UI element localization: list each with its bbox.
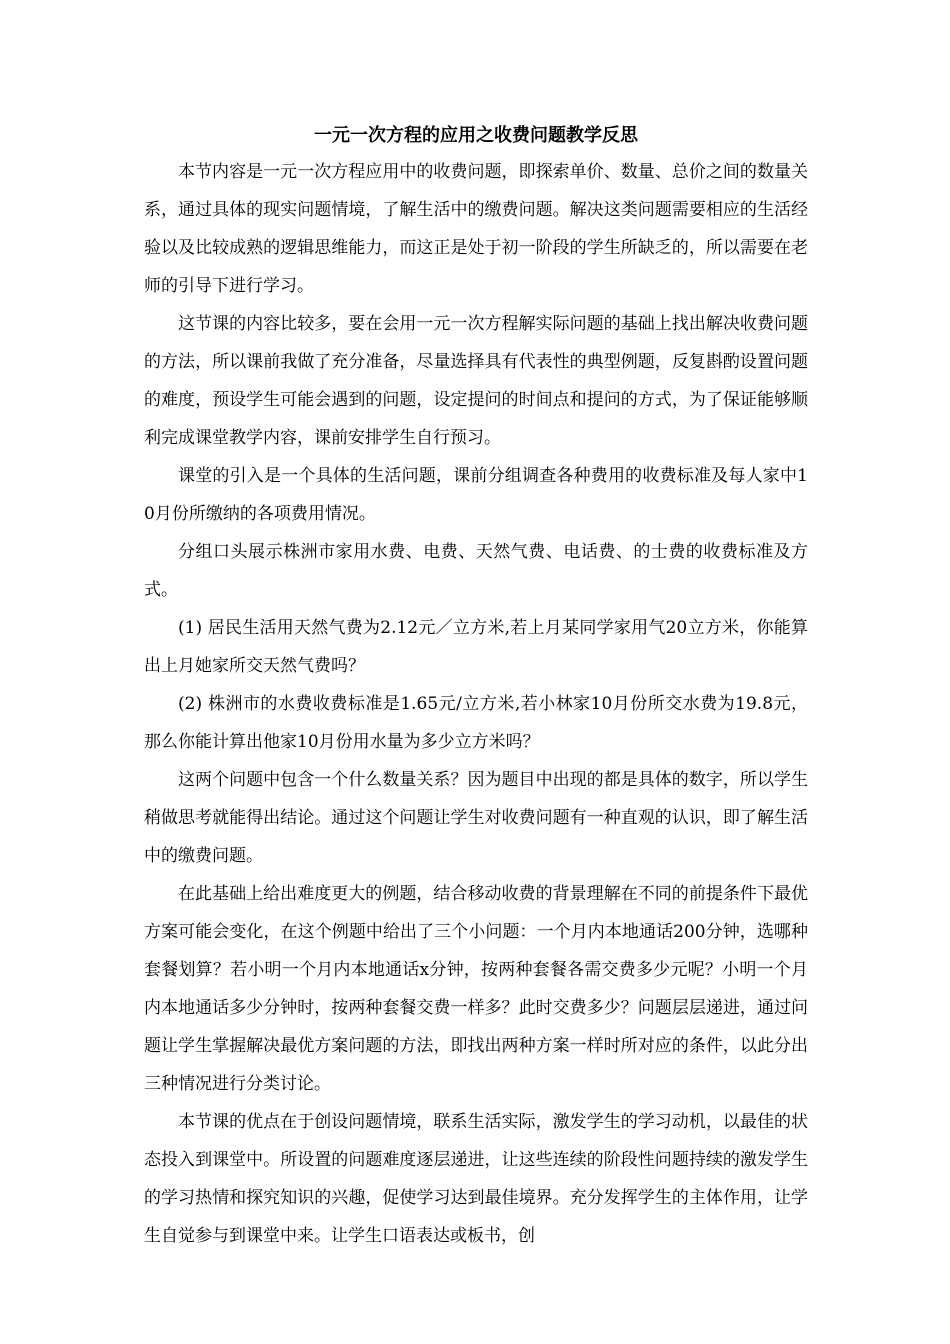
paragraph-intro: 本节内容是一元一次方程应用中的收费问题，即探索单价、数量、总价之间的数量关系，通过具体的现实问题情境，了解生活中的缴费问题。解决这类问题需要相应的生活经验以及比较成熟的逻辑思维能力，而这正是处于初一阶段的学生所缺乏的，所以需要在老师的引导下进行学习。 (144, 162, 808, 296)
document-body (144, 119, 808, 1255)
paragraph-strengths: 本节课的优点在于创设问题情境，联系生活实际，激发学生的学习动机，以最佳的状态投入到课堂中。所设置的问题难度逐层递进，让这些连续的阶段性问题持续的激发学生的学习热情和探究知识的兴趣，促使学习达到最佳境界。充分发挥学生的主体作用，让学生自觉参与到课堂中来。让学生口语表达或板书，创 (144, 1112, 808, 1246)
paragraph-question-2: (2) 株洲市的水费收费标准是1.65元/立方米,若小林家10月份所交水费为19.8元，那么你能计算出他家10月份用水量为多少立方米吗？ (144, 694, 808, 752)
paragraph-preparation: 这节课的内容比较多，要在会用一元一次方程解实际问题的基础上找出解决收费问题的方法，所以课前我做了充分准备，尽量选择具有代表性的典型例题，反复斟酌设置问题的难度，预设学生可能会遇到的问题，设定提问的时间点和提问的方式，为了保证能够顺利完成课堂教学内容，课前安排学生自行预习。 (144, 314, 808, 448)
paragraph-lead-in: 课堂的引入是一个具体的生活问题，课前分组调查各种费用的收费标准及每人家中10月份所缴纳的各项费用情况。 (144, 466, 808, 524)
paragraph-group-display: 分组口头展示株洲市家用水费、电费、天然气费、电话费、的士费的收费标准及方式。 (144, 542, 808, 600)
paragraph-analysis: 这两个问题中包含一个什么数量关系？因为题目中出现的都是具体的数字，所以学生稍做思考就能得出结论。通过这个问题让学生对收费问题有一种直观的认识，即了解生活中的缴费问题。 (144, 770, 808, 866)
document-title: 一元一次方程的应用之收费问题教学反思 (314, 125, 638, 146)
paragraph-question-1: (1) 居民生活用天然气费为2.12元／立方米,若上月某同学家用气20立方米，你能算出上月她家所交天然气费吗？ (144, 618, 808, 676)
paragraph-example: 在此基础上给出难度更大的例题，结合移动收费的背景理解在不同的前提条件下最优方案可能会变化，在这个例题中给出了三个小问题：一个月内本地通话200分钟，选哪种套餐划算？若小明一个月内本地通话x分钟，按两种套餐各需交费多少元呢？小明一个月内本地通话多少分钟时，按两种套餐交费一样多？此时交费多少？问题层层递进，通过问题让学生掌握解决最优方案问题的方法，即找出两种方案一样时所对应的条件，以此分出三种情况进行分类讨论。 (144, 884, 808, 1094)
